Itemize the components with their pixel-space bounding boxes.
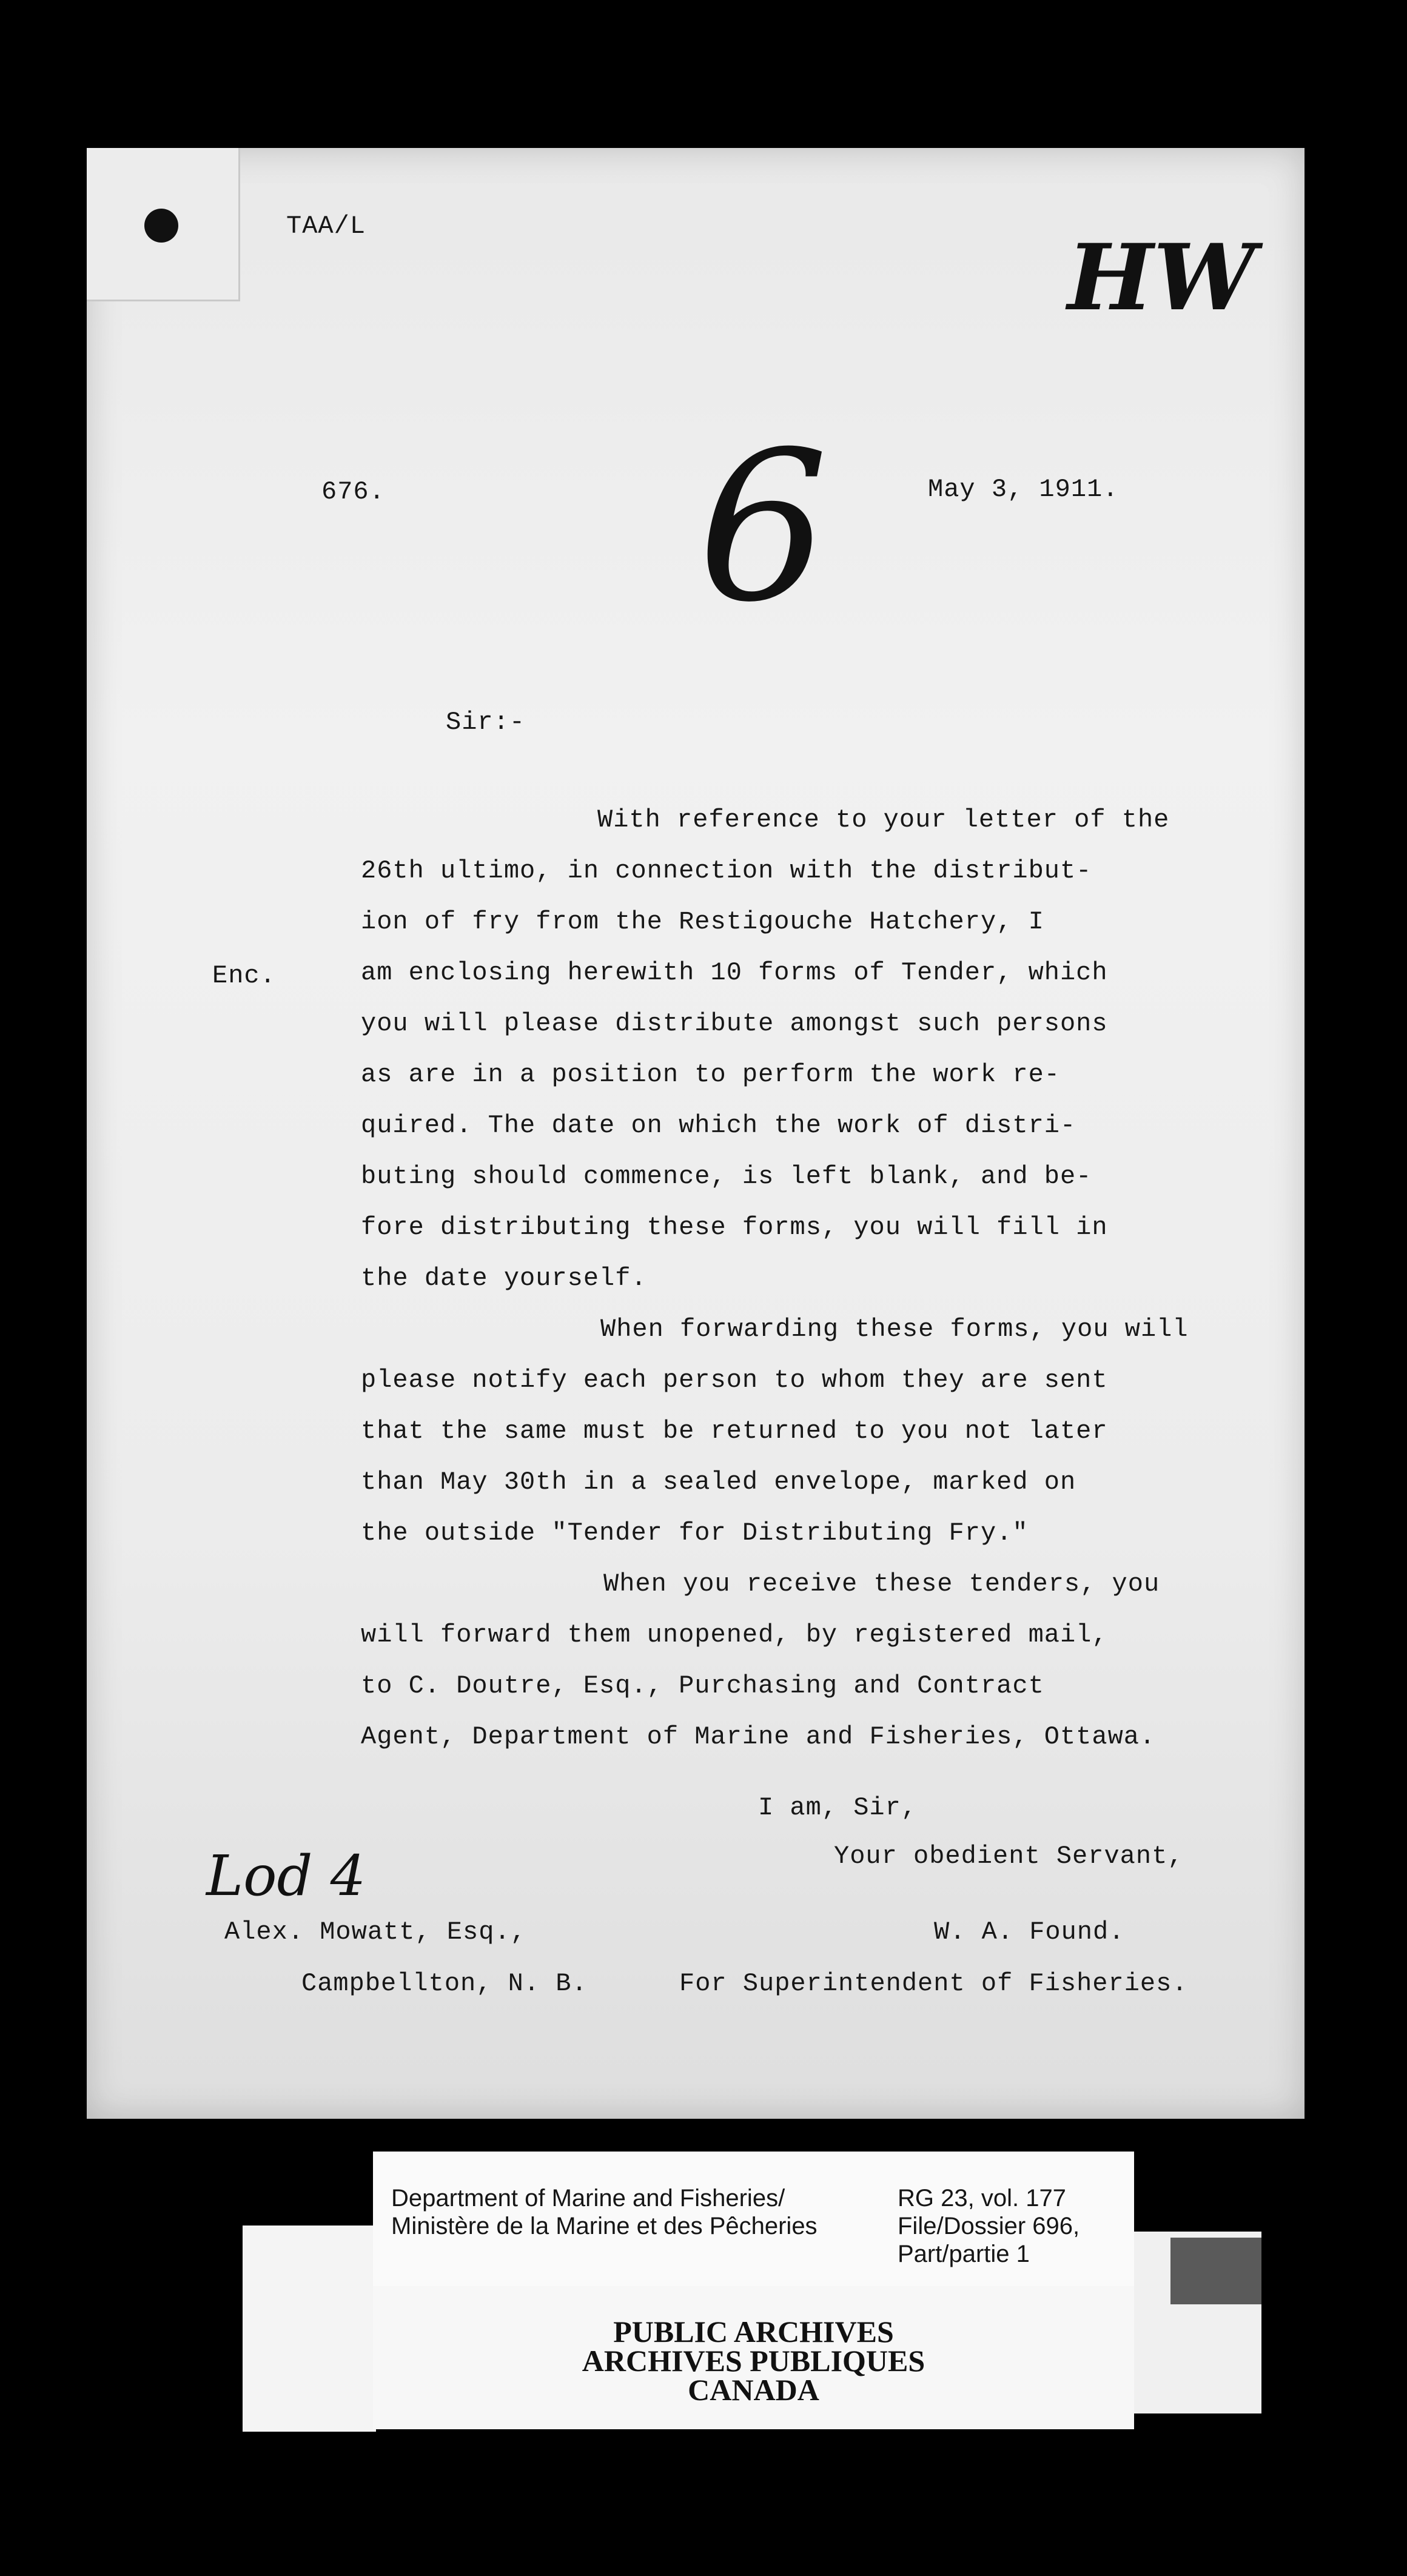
body-line: When forwarding these forms, you will <box>600 1315 1189 1344</box>
label-ref-file: File/Dossier 696, <box>898 2213 1080 2239</box>
addressee-place: Campbellton, N. B. <box>301 1969 588 1998</box>
label-mount-left <box>243 2225 376 2432</box>
body-line: buting should commence, is left blank, and be- <box>361 1162 1092 1191</box>
body-line: quired. The date on which the work of distri- <box>361 1111 1076 1140</box>
body-line: that the same must be returned to you not later <box>361 1417 1108 1446</box>
handwritten-page-mark: 6 <box>697 408 829 648</box>
body-line: 26th ultimo, in connection with the distribut- <box>361 856 1092 885</box>
body-line: am enclosing herewith 10 forms of Tender, which <box>361 958 1108 987</box>
body-line: than May 30th in a sealed envelope, marked on <box>361 1467 1076 1497</box>
stamp-canada: CANADA <box>688 2373 819 2407</box>
label-ref-volume: RG 23, vol. 177 <box>898 2185 1066 2212</box>
body-line: When you receive these tenders, you <box>603 1569 1160 1598</box>
body-line: With reference to your letter of the <box>597 805 1170 834</box>
body-line: you will please distribute amongst such persons <box>361 1009 1108 1038</box>
body-line: fore distributing these forms, you will fill in <box>361 1213 1108 1242</box>
label-dept-en: Department of Marine and Fisheries/ <box>391 2185 785 2212</box>
body-line: the outside "Tender for Distributing Fry." <box>361 1518 1029 1548</box>
body-line: please notify each person to whom they are sent <box>361 1366 1108 1395</box>
body-line: to C. Doutre, Esq., Purchasing and Contract <box>361 1671 1044 1700</box>
body-line: Agent, Department of Marine and Fisheries, Ottawa. <box>361 1722 1156 1751</box>
file-code: TAA/L <box>286 212 366 241</box>
handwritten-filing-note: Lod 4 <box>206 1843 366 1908</box>
margin-note: Enc. <box>212 961 276 990</box>
label-ref-part: Part/partie 1 <box>898 2241 1030 2267</box>
body-line: the date yourself. <box>361 1264 647 1293</box>
handwritten-initials: HW <box>1067 224 1256 331</box>
label-dept-fr: Ministère de la Marine et des Pêcheries <box>391 2213 818 2239</box>
punch-hole <box>144 209 178 243</box>
addressee-name: Alex. Mowatt, Esq., <box>224 1917 526 1947</box>
letter-number: 676. <box>321 477 385 506</box>
salutation: Sir:- <box>446 708 526 737</box>
letter-date: May 3, 1911. <box>928 475 1119 504</box>
body-line: will forward them unopened, by registered mail, <box>361 1620 1108 1649</box>
stamp-archives-publiques: ARCHIVES PUBLIQUES <box>582 2344 925 2378</box>
body-line: as are in a position to perform the work re- <box>361 1060 1060 1089</box>
signer-name: W. A. Found. <box>934 1917 1125 1947</box>
label-mount-shadow <box>1170 2238 1261 2304</box>
closing-line: I am, Sir, <box>758 1793 918 1822</box>
stamp-public-archives: PUBLIC ARCHIVES <box>613 2315 894 2349</box>
closing-line: Your obedient Servant, <box>834 1842 1184 1871</box>
signer-title: For Superintendent of Fisheries. <box>679 1969 1188 1998</box>
body-line: ion of fry from the Restigouche Hatchery, I <box>361 907 1044 936</box>
